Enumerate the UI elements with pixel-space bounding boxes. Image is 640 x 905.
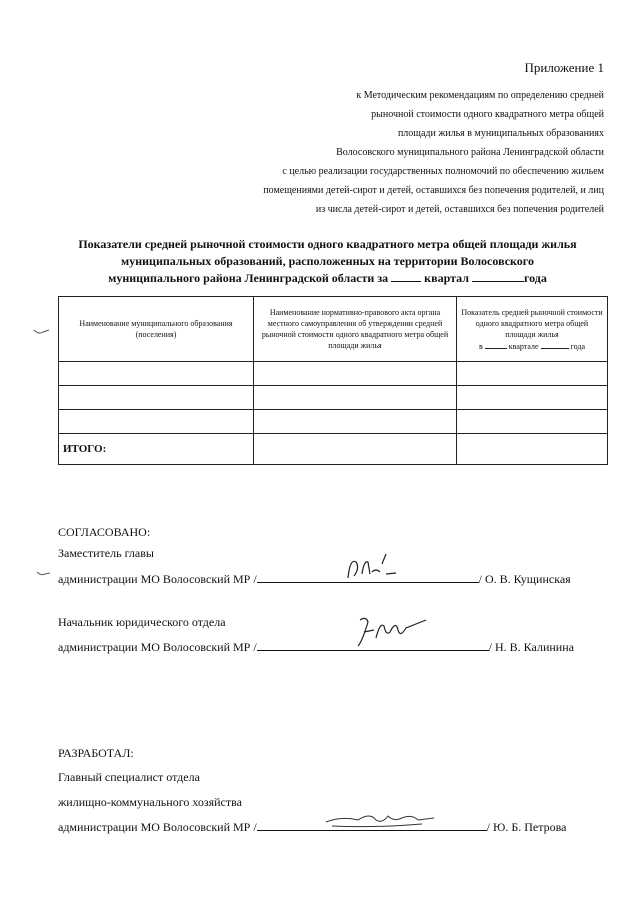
developer-title-2: жилищно-коммунального хозяйства xyxy=(58,795,242,809)
title-line-3-c: года xyxy=(523,271,547,285)
header-line: Волосовского муниципального района Ленинградской области xyxy=(336,147,604,158)
developed-heading: РАЗРАБОТАЛ: xyxy=(58,746,134,760)
signer2-org: администрации МО Волосовский МР / xyxy=(58,640,257,654)
col-indicator-year: года xyxy=(570,341,586,351)
developer-line xyxy=(58,818,566,835)
signature-3-icon xyxy=(322,808,442,830)
header-lines xyxy=(184,86,604,219)
developer-org: администрации МО Волосовский МР / xyxy=(58,820,257,834)
document-title xyxy=(40,236,615,287)
year-blank xyxy=(472,270,524,282)
quarter-blank xyxy=(485,340,507,349)
signer1-name: / О. В. Кущинская xyxy=(478,572,571,586)
col-indicator-in: в xyxy=(478,341,483,351)
signer1-line xyxy=(58,570,571,587)
signer1-org: администрации МО Волосовский МР / xyxy=(58,572,257,586)
header-line: помещениями детей-сирот и детей, оставшихся без попечения родителей, и лиц xyxy=(263,185,604,196)
signature-2-icon xyxy=(352,612,432,650)
table-row xyxy=(59,386,608,410)
signature-1-icon xyxy=(342,550,402,584)
table-row xyxy=(59,410,608,434)
signer2-line xyxy=(58,638,574,655)
col-indicator-quarter: квартале xyxy=(508,341,539,351)
appendix-title: Приложение 1 xyxy=(524,60,604,75)
header-line: с целью реализации государственных полномочий по обеспечению жильем xyxy=(282,166,604,177)
title-line-3-a: муниципального района Ленинградской области за xyxy=(108,271,389,285)
header-line: из числа детей-сирот и детей, оставшихся без попечения родителей xyxy=(315,204,604,215)
quarter-blank xyxy=(391,270,421,282)
signer2-name: / Н. В. Калинина xyxy=(488,640,574,654)
col-act-header: Наименование нормативно-правового акта органа местного самоуправления об утверждении средней рыночной стоимости одного квадратного метра общей площади жилья xyxy=(254,297,457,362)
title-line-2: муниципальных образований, расположенных на территории Волосовского xyxy=(121,254,534,268)
signer1-title: Заместитель главы xyxy=(58,546,154,560)
title-line-1: Показатели средней рыночной стоимости одного квадратного метра общей площади жилья xyxy=(78,237,577,251)
col-indicator-header xyxy=(457,297,608,362)
approved-heading: СОГЛАСОВАНО: xyxy=(58,525,151,539)
developer-name: / Ю. Б. Петрова xyxy=(486,820,567,834)
col-municipality-header: Наименование муниципального образования (поселения) xyxy=(59,297,254,362)
developer-title-1: Главный специалист отдела xyxy=(58,770,200,784)
total-label: ИТОГО: xyxy=(59,434,254,465)
title-line-3 xyxy=(40,270,615,287)
indicator-table xyxy=(58,296,608,465)
year-blank xyxy=(541,340,569,349)
header-line: рыночной стоимости одного квадратного метра общей xyxy=(371,109,604,120)
table-header-row xyxy=(59,297,608,362)
title-line-3-b: квартал xyxy=(424,271,469,285)
total-row xyxy=(59,434,608,465)
header-line: площади жилья в муниципальных образованиях xyxy=(397,128,604,139)
scan-mark xyxy=(33,328,51,336)
scan-mark xyxy=(36,570,52,578)
signer2-title: Начальник юридического отдела xyxy=(58,615,226,629)
col-indicator-text: Показатель средней рыночной стоимости одного квадратного метра общей площади жилья xyxy=(461,307,603,339)
table-row xyxy=(59,362,608,386)
header-line: к Методическим рекомендациям по определению средней xyxy=(356,90,604,101)
